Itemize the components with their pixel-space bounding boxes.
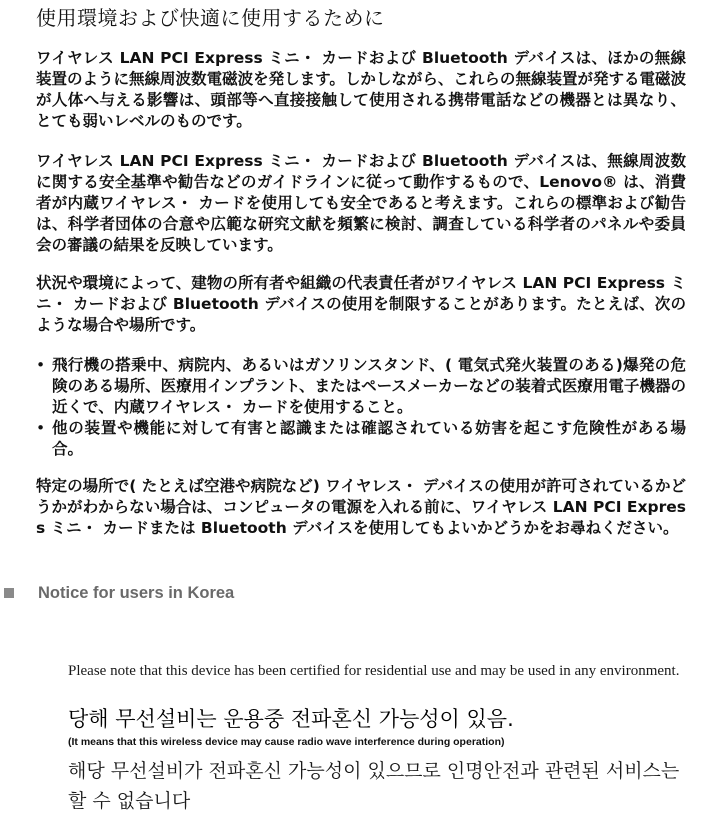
korea-notice-english: Please note that this device has been certified for residential use and may be used in any environment. (68, 663, 680, 679)
korea-notice-korean-body: 해당 무선설비가 전파혼신 가능성이 있으므로 인명안전과 관련된 서비스는 할 수 없습니다 (68, 760, 680, 812)
paragraph-usage-restrictions: 状況や環境によって、建物の所有者や組織の代表責任者がワイヤレス LAN PCI Express ミニ・ カードおよび Bluetooth デバイスの使用を制限することがあります。たとえば、次のような場合や場所です。 (36, 274, 686, 334)
section-heading-korea (0, 582, 234, 604)
section-heading-label: Notice for users in Korea (38, 583, 235, 602)
restriction-list (36, 355, 686, 460)
bullet-marker: • (36, 419, 46, 437)
list-item (36, 355, 686, 418)
list-item-text: 飛行機の搭乗中、病院内、あるいはガソリンスタンド、( 電気式発火装置のある)爆発の危険のある場所、医療用インプラント、またはペースメーカーなどの装着式医療用電子機器の近くで、内蔵ワイヤレス・ カードを使用すること。 (52, 356, 686, 416)
paragraph-ask-permission: 特定の場所で( たとえば空港や病院など) ワイヤレス・ デバイスの使用が許可されているかどうかがわからない場合は、コンピュータの電源を入れる前に、ワイヤレス LAN PCI Express ミニ・ カードまたは Bluetooth デバイスを使用してもよいかどうかをお尋ねください。 (36, 477, 686, 537)
korea-notice-english-translation: (It means that this wireless device may cause radio wave interference during operation) (68, 736, 505, 748)
korea-notice-korean-heading: 당해 무선설비는 운용중 전파혼신 가능성이 있음. (68, 707, 514, 731)
list-item (36, 418, 686, 460)
page-title: 使用環境および快適に使用するために (36, 6, 385, 30)
bullet-marker: • (36, 356, 46, 374)
section-marker-icon (4, 588, 14, 598)
list-item-text: 他の装置や機能に対して有害と認識または確認されている妨害を起こす危険性がある場合。 (52, 419, 686, 458)
paragraph-radio-emission: ワイヤレス LAN PCI Express ミニ・ カードおよび Bluetooth デバイスは、ほかの無線装置のように無線周波数電磁波を発します。しかしながら、これらの無線装置が発する電磁波が人体へ与える影響は、頭部等へ直接接触して使用される携帯電話などの機器とは異なり、とても弱いレベルのものです。 (36, 49, 686, 130)
paragraph-safety-standards: ワイヤレス LAN PCI Express ミニ・ カードおよび Bluetooth デバイスは、無線周波数に関する安全基準や勧告などのガイドラインに従って動作するもので、Lenovo® は、消費者が内蔵ワイヤレス・ カードを使用しても安全であると考えます。これらの標準および勧告は、科学者団体の合意や広範な研究文献を頻繁に検討、調査している科学者のパネルや委員会の審議の結果を反映しています。 (36, 152, 686, 254)
